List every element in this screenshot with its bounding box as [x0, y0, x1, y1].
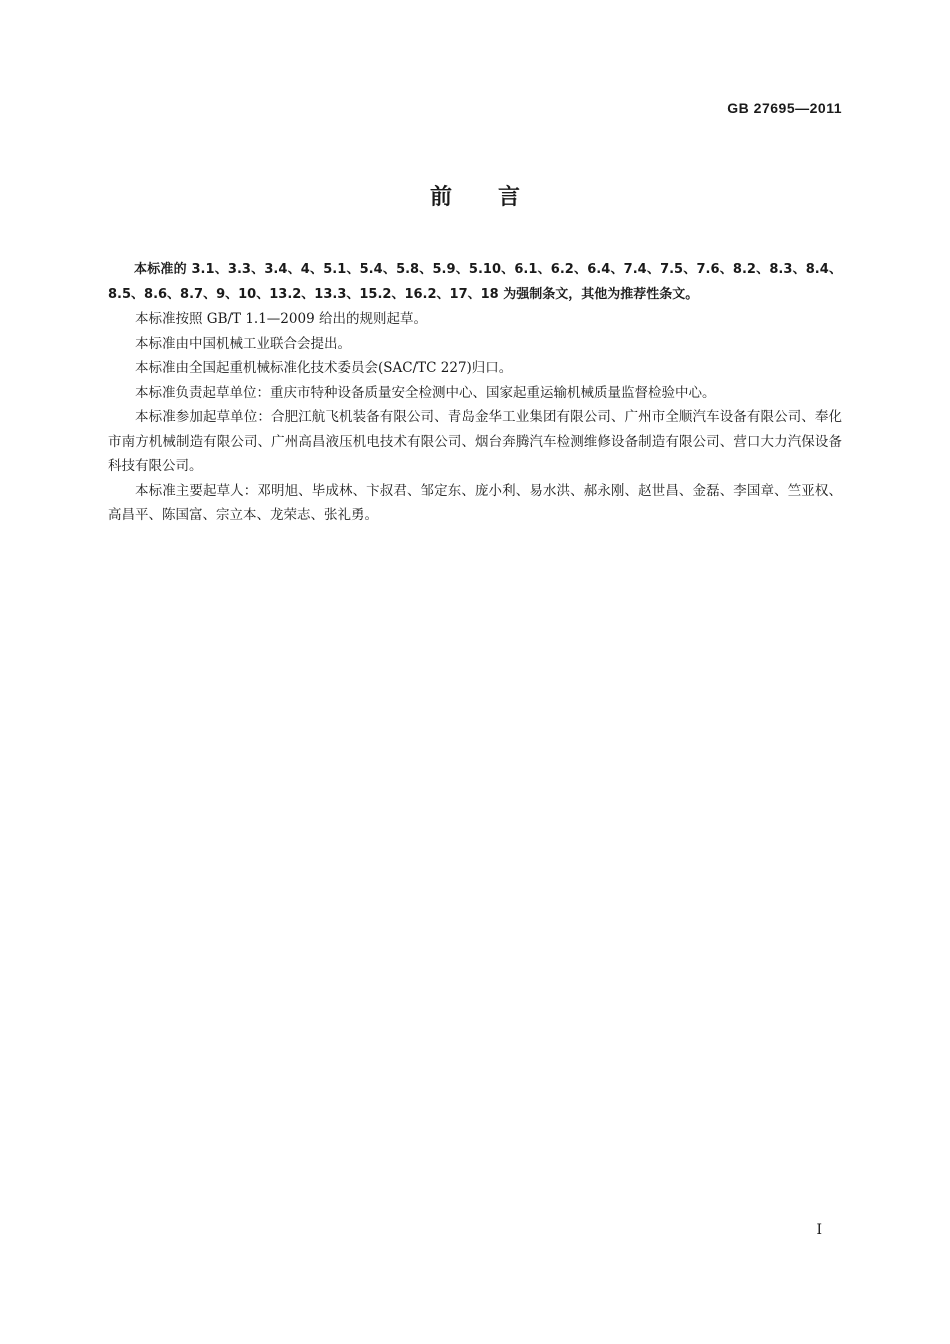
title-char-2: 言: [498, 185, 521, 210]
drafting-rules-paragraph: 本标准按照 GB/T 1.1—2009 给出的规则起草。: [135, 311, 427, 327]
page-number: I: [816, 1222, 822, 1238]
mandatory-clauses-paragraph: 本标准的 3.1、3.3、3.4、4、5.1、5.4、5.8、5.9、5.10、6.1、6.2、6.4、7.4、7.5、7.6、8.2、8.3、8.4、8.5、8.6、8.7、9、10、13.2、13.3、15.2、16.2、17、18 为强制条文，其他为推荐性条文。: [108, 262, 842, 302]
lead-drafting-units-paragraph: 本标准负责起草单位：重庆市特种设备质量安全检测中心、国家起重运输机械质量监督检验中心。: [135, 384, 716, 401]
title-char-1: 前: [429, 185, 452, 210]
main-drafters-paragraph: 本标准主要起草人：邓明旭、毕成林、卞叔君、邹定东、庞小利、易水洪、郝永刚、赵世昌、金磊、李国章、竺亚权、高昌平、陈国富、宗立本、龙荣志、张礼勇。: [108, 482, 842, 523]
standard-number: GB 27695—2011: [727, 100, 842, 116]
foreword-body: [108, 258, 842, 528]
technical-committee-paragraph: 本标准由全国起重机械标准化技术委员会(SAC/TC 227)归口。: [135, 360, 513, 376]
participating-units-paragraph: 本标准参加起草单位：合肥江航飞机装备有限公司、青岛金华工业集团有限公司、广州市全顺汽车设备有限公司、奉化市南方机械制造有限公司、广州高昌液压机电技术有限公司、烟台奔腾汽车检测维修设备制造有限公司、营口大力汽保设备科技有限公司。: [108, 409, 842, 474]
page-title: [0, 180, 950, 211]
proposer-paragraph: 本标准由中国机械工业联合会提出。: [135, 335, 351, 352]
